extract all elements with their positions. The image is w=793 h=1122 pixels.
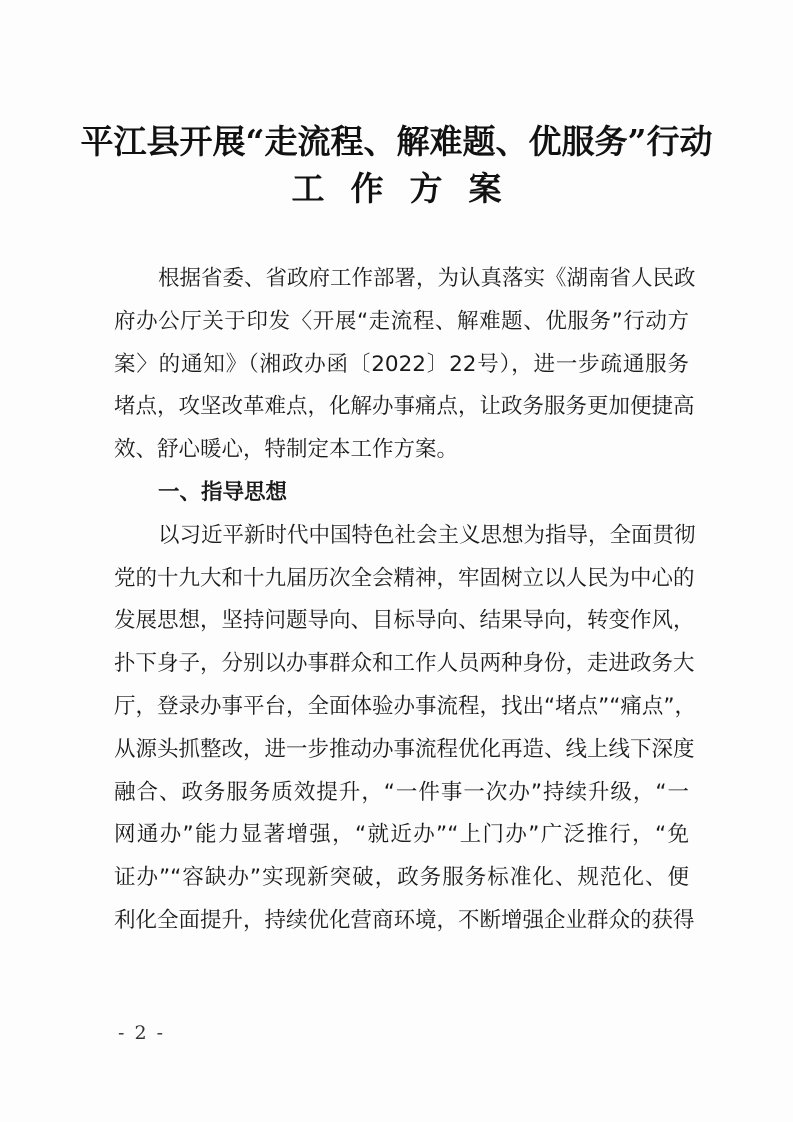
section1-line: 证办”“容缺办”实现新突破，政务服务标准化、规范化、便 <box>114 865 689 891</box>
section1-line: 融合、政务服务质效提升，“一件事一次办”持续升级，“一 <box>114 779 689 805</box>
intro-line: 案〉的通知》（湘政办函〔2022〕22号），进一步疏通服务 <box>114 351 689 377</box>
section1-line: 发展思想，坚持问题导向、目标导向、结果导向，转变作风， <box>114 608 695 634</box>
intro-line: 效、舒心暖心，特制定本工作方案。 <box>114 437 459 463</box>
section1-line: 以习近平新时代中国特色社会主义思想为指导，全面贯彻 <box>158 522 696 548</box>
document-title-line2: 工作方案 <box>291 169 528 208</box>
section1-line: 厅，登录办事平台，全面体验办事流程，找出“堵点”“痛点”， <box>114 693 697 719</box>
intro-line: 堵点，攻坚改革难点，化解办事痛点，让政务服务更加便捷高 <box>114 394 695 420</box>
section-heading: 一、指导思想 <box>158 479 288 505</box>
intro-line: 根据省委、省政府工作部署，为认真落实《湖南省人民政 <box>158 266 696 291</box>
page-number: - 2 - <box>118 1022 166 1044</box>
document-body <box>114 258 697 943</box>
section1-line: 从源头抓整改，进一步推动办事流程优化再造、线上线下深度 <box>114 736 695 762</box>
section1-line: 党的十九大和十九届历次全会精神，牢固树立以人民为中心的 <box>114 565 695 591</box>
section1-line: 网通办”能力显著增强，“就近办”“上门办”广泛推行，“免 <box>114 822 689 848</box>
intro-line: 府办公厅关于印发〈开展“走流程、解难题、优服务”行动方 <box>114 308 689 334</box>
section1-line: 利化全面提升，持续优化营商环境，不断增强企业群众的获得 <box>114 907 695 933</box>
document-title-line1: 平江县开展“走流程、解难题、优服务”行动 <box>80 122 713 161</box>
section1-line: 扑下身子，分别以办事群众和工作人员两种身份，走进政务大 <box>114 651 695 677</box>
